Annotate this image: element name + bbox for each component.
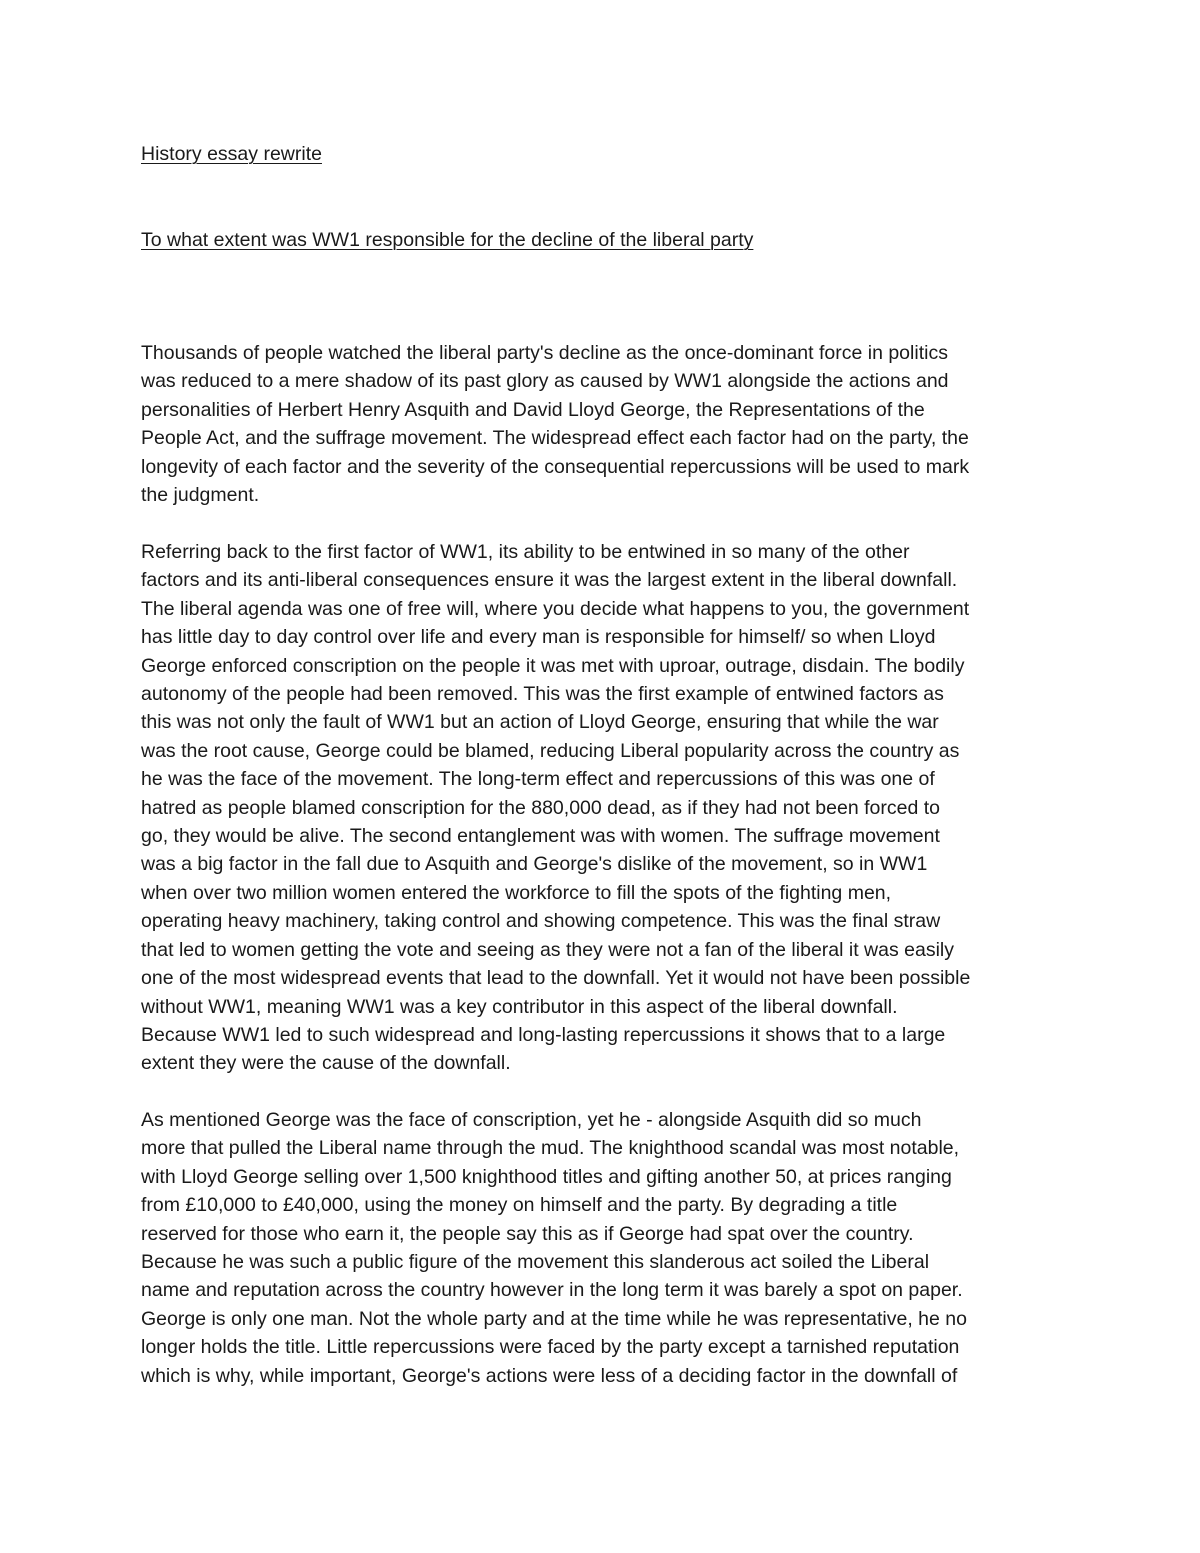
text-line: hatred as people blamed conscription for the 880,000 dead, as if they had not been forced to — [141, 796, 940, 819]
paragraph-introduction — [141, 339, 1066, 509]
text-line: without WW1, meaning WW1 was a key contributor in this aspect of the liberal downfall. — [141, 995, 898, 1018]
text-line: more that pulled the Liberal name through the mud. The knighthood scandal was most notable, — [141, 1137, 960, 1160]
text-line: was reduced to a mere shadow of its past glory as caused by WW1 alongside the actions and — [141, 370, 949, 393]
text-line: with Lloyd George selling over 1,500 knighthood titles and gifting another 50, at prices ranging — [141, 1165, 952, 1188]
text-line: one of the most widespread events that lead to the downfall. Yet it would not have been possible — [141, 967, 971, 990]
text-line: Thousands of people watched the liberal party's decline as the once-dominant force in politics — [141, 342, 948, 364]
text-line: People Act, and the suffrage movement. The widespread effect each factor had on the party, the — [141, 427, 969, 450]
text-line: has little day to day control over life and every man is responsible for himself/ so when Lloyd — [141, 626, 936, 649]
text-line: was the root cause, George could be blamed, reducing Liberal popularity across the country as — [141, 739, 960, 762]
text-line: go, they would be alive. The second entanglement was with women. The suffrage movement — [141, 825, 940, 848]
text-line: personalities of Herbert Henry Asquith and David Lloyd George, the Representations of the — [141, 398, 925, 421]
text-line: this was not only the fault of WW1 but an action of Lloyd George, ensuring that while the war — [141, 711, 939, 734]
text-line: he was the face of the movement. The long-term effect and repercussions of this was one of — [141, 768, 935, 791]
text-line: longevity of each factor and the severity of the consequential repercussions will be used to mark — [141, 455, 970, 478]
text-line: was a big factor in the fall due to Asquith and George's dislike of the movement, so in WW1 — [141, 853, 928, 876]
text-line: operating heavy machinery, taking control and showing competence. This was the final straw — [141, 910, 941, 933]
text-line: reserved for those who earn it, the people say this as if George had spat over the country. — [141, 1222, 914, 1245]
text-line: which is why, while important, George's actions were less of a deciding factor in the downfall of — [141, 1364, 958, 1387]
text-line: when over two million women entered the workforce to fill the spots of the fighting men, — [141, 881, 892, 904]
text-line: from £10,000 to £40,000, using the money on himself and the party. By degrading a title — [141, 1194, 898, 1217]
text-line: that led to women getting the vote and seeing as they were not a fan of the liberal it was easily — [141, 938, 954, 961]
text-line: Because WW1 led to such widespread and long-lasting repercussions it shows that to a large — [141, 1023, 946, 1046]
paragraph-ww1-factor — [141, 538, 1066, 1078]
text-line: extent they were the cause of the downfall. — [141, 1052, 511, 1075]
text-line: the judgment. — [141, 484, 260, 507]
text-line: Because he was such a public figure of the movement this slanderous act soiled the Liberal — [141, 1251, 930, 1274]
essay-question: To what extent was WW1 responsible for the decline of the liberal party — [141, 229, 754, 251]
text-line: George is only one man. Not the whole party and at the time while he was representative, he no — [141, 1307, 967, 1330]
paragraph-george-asquith — [141, 1106, 1066, 1390]
text-line: The liberal agenda was one of free will, where you decide what happens to you, the government — [141, 597, 970, 620]
text-line: autonomy of the people had been removed. This was the first example of entwined factors as — [141, 683, 944, 706]
text-line: George enforced conscription on the people it was met with uproar, outrage, disdain. The bodily — [141, 654, 965, 677]
text-line: name and reputation across the country however in the long term it was barely a spot on paper. — [141, 1279, 963, 1302]
text-line: Referring back to the first factor of WW1, its ability to be entwined in so many of the other — [141, 541, 910, 563]
text-line: factors and its anti-liberal consequences ensure it was the largest extent in the liberal downfall. — [141, 569, 958, 592]
text-line: As mentioned George was the face of conscription, yet he - alongside Asquith did so much — [141, 1109, 922, 1131]
document-title: History essay rewrite — [141, 143, 322, 165]
text-line: longer holds the title. Little repercussions were faced by the party except a tarnished reputation — [141, 1336, 960, 1359]
